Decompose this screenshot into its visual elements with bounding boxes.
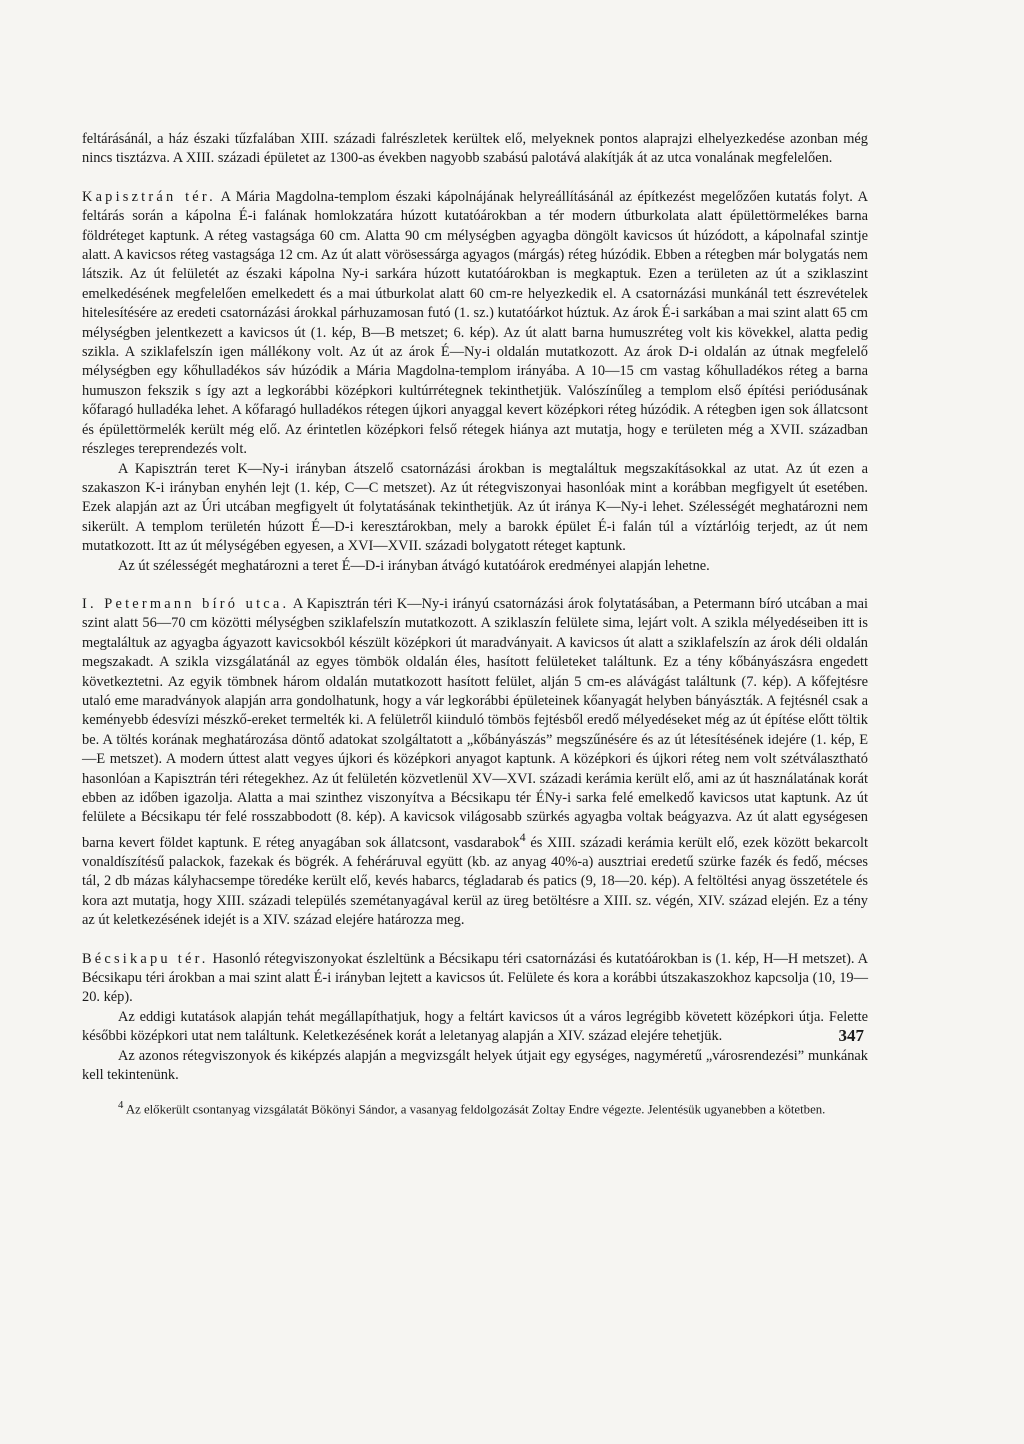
- section-petermann-text-1a: A Kapisztrán téri K—Ny-i irányú csatornázási árok folytatásában, a Petermann bíró utcában a mai szint alatt 56—70 cm közötti mélységben sziklafelszín mutatkozott. A sziklaszín felülete sima, lejárt volt. A szikla mélyedéseiben itt is megtaláltuk az agyagba ágyazott kavicsokból készült középkori út maradványait. A kavicsos út alatt a sziklafelszín az árok déli oldalán megszakadt. A szikla vizsgálatánál az egyes tömbök oldalán éles, hasított felületeket találtunk. Ez a tény kőbányászásra engedett következtetni. Az egyik tömbnek három oldalán mutatkozott hasított felület, alján 5 cm-es alávágást találtunk (7. kép). A kőfejtésre utaló eme maradványok alapján arra gondolhatunk, hogy a vár legkorábbi épületeinek kőanyagát helyben bányászták. A fejtésnél csak a keményebb édesvízi mészkő-ereket termelték ki. A felületről kiinduló tömbös fejtésből eredő mélyedéseket még az út építése előtt töltik be. A töltés korának meghatározása döntő adatokat szolgáltatott a „kőbányászás” megszűnésére és az út létesítésének idejére (1. kép, E—E metszet). A modern úttest alatt vegyes újkori és középkori anyagot kaptunk. A középkori és újkori réteg nem volt szétválasztható hasonlóan a Kapisztrán téri rétegekhez. Az út felületén közvetlenül XV—XVI. századi kerámia került elő, ami az út használatának korát ebben az időben igazolja. Alatta a mai szinthez viszonyítva a Bécsikapu tér ÉNy-i sarka felé emelkedő kavicsos utat kaptunk. Az út felülete a Bécsikapu tér felé rosszabbodott (8. kép). A kavicsok világosabb szürkés agyagba voltak beágyazva. Az út alatt egységesen barna kevert földet kaptunk. E réteg anyagában sok állatcsont, vasdarabok: [82, 595, 868, 851]
- section-title-becsikapu: Bécsikapu tér.: [82, 950, 209, 967]
- section-becsikapu-paragraph-2: Az eddigi kutatások alapján tehát megállapíthatjuk, hogy a feltárt kavicsos út a város legrégibb követett középkori útja. Felette későbbi középkori utat nem találtunk. Keletkezésének korát a leletanyag alapján a XIV. század elejére tehetjük.: [82, 1008, 868, 1045]
- section-kapisztran-text-1: A Mária Magdolna-templom északi kápolnájának helyreállításánál az építkezést megelőzően kutatás folyt. A feltárás során a kápolna É-i falának homlokzatára húzott kutatóárokban a tér modern útburkolata alatt épülettörmelékes barna földréteget kaptunk. A réteg vastagsága 60 cm. Alatta 90 cm mélységben agyagba döngölt kavicsos út húzódott, a kápolnafal szintje alatt. A kavicsos réteg vastagsága 12 cm. Az út alatt vörösessárga agyagos (márgás) réteg húzódik. Ebben a rétegben már bolygatás nem látszik. Az út felületét az északi kápolna Ny-i sarkára húzott kutatóárokban is megkaptuk. Ezen a területen az út a sziklaszint emelkedésének megfelelően emelkedett és a mai útburkolat alatt 60 cm-re helyezkedik el. A csatornázási munkánál tett észrevételek hitelesítésére az eredeti csatornázási árokkal párhuzamosan futó (1. sz.) kutatóárkot húztuk. Az árok É-i sarkában a mai szint alatt 65 cm mélységben jelentkezett a kavicsos út (1. kép, B—B metszet; 6. kép). Az út alatt barna humuszréteg volt kis kövekkel, alatta pedig szikla. A sziklafelszín igen mállékony volt. Az út az árok É—Ny-i oldalán mutatkozott. Az árok D-i oldalán az útnak megfelelő mélységben egy kőhulladékos sáv húzódik a Mária Magdolna-templom irányába. A 10—15 cm vastag kőhulladékos réteg a barna humuszon fekszik s így azt a legkorábbi középkori kultúrrétegnek tekinthetjük. Valószínűleg a templom első építési periódusának kőfaragó hulladéka lehet. A kőfaragó hulladékos rétegen újkori anyaggal kevert középkori réteg húzódik. A rétegben igen sok állatcsont és épülettörmelék került még elő. Az érintetlen középkori felső rétegek hiánya azt mutatja, hogy e területen még a XVII. században részleges tereprendezés volt.: [82, 188, 868, 458]
- section-becsikapu-paragraph-3: Az azonos rétegviszonyok és kiképzés alapján a megvizsgált helyek útjait egy egységes, nagyméretű „városrendezési” munkának kell tekintenünk.: [82, 1047, 868, 1084]
- paragraph-intro: feltárásánál, a ház északi tűzfalában XIII. századi falrészletek kerültek elő, melyeknek pontos alaprajzi elhelyezkedése azonban még nincs tisztázva. A XIII. századi épületet az 1300-as években nagyobb szabású palotává alakítják át az utca vonalának megfelelően.: [82, 131, 868, 167]
- section-petermann-text-1b: és XIII. századi kerámia került elő, ezek között bekarcolt vonaldíszítésű palackok, fazekak és bögrék. A fehéráruval együtt (kb. az anyag 40%-a) ausztriai eredetű szürke fazék és fedő, mécses tál, 2 db mázas kályhacsempe töredéke került elő, kevés habarcs, tégladarab és patics (9, 18—20. kép). A feltöltési anyag összetétele és kora azt mutatja, hogy XIII. századi település szemétanyagával kerül az üreg betöltésre a XIII. sz. végén, XIV. század elején. Ez a tény az út keletkezésének idejét is a XIV. század elejére határozza meg.: [82, 834, 868, 929]
- page-number: 347: [838, 1026, 864, 1045]
- section-title-petermann: I. Petermann bíró utca.: [82, 595, 290, 612]
- footnote-reference: 4: [519, 829, 526, 844]
- footnote-text: Az előkerült csontanyag vizsgálatát Bökönyi Sándor, a vasanyag feldolgozását Zoltay Endre végezte. Jelentésük ugyanebben a kötetben.: [123, 1102, 826, 1117]
- section-kapisztran-paragraph-2: A Kapisztrán teret K—Ny-i irányban átszelő csatornázási árokban is megtaláltuk megszakításokkal az utat. Az út ezen a szakaszon K-i irányban enyhén lejt (1. kép, C—C metszet). Az út rétegviszonyai hasonlóak mint a korábban megfigyelt út esetében. Ezek alapján azt az Úri utcában megfigyelt út folytatásának tekinthetjük. Az út iránya K—Ny-i lehet. Szélességét meghatározni nem sikerült. A templom területén húzott É—D-i keresztárokban, mely a barokk épület É-i falán túl a víztárlóig terjedt, az út nem mutatkozott. Itt az út mélységében egyesen, a XVI—XVII. századi bolygatott réteget kaptunk.: [82, 460, 868, 555]
- section-kapisztran-paragraph-3: Az út szélességét meghatározni a teret É—D-i irányban átvágó kutatóárok eredményei alapján lehetne.: [118, 557, 710, 574]
- section-becsikapu-text-1: Hasonló rétegviszonyokat észleltünk a Bécsikapu téri csatornázási és kutatóárokban is (1. kép, H—H metszet). A Bécsikapu téri árokban a mai szint alatt É-i irányban lejtett a kavicsos út. Felülete és kora a korábbi útszakaszokhoz kapcsolja (10, 19—20. kép).: [82, 950, 868, 1006]
- footnote-mark: 4: [118, 1100, 124, 1112]
- section-kapisztran-paragraph-1: [82, 188, 868, 460]
- section-title-kapisztran: Kapisztrán tér.: [82, 188, 216, 205]
- document-page: [82, 130, 868, 1119]
- section-becsikapu-paragraph-1: [82, 950, 868, 1008]
- footnote: [82, 1097, 868, 1118]
- section-petermann-paragraph-1: [82, 595, 868, 931]
